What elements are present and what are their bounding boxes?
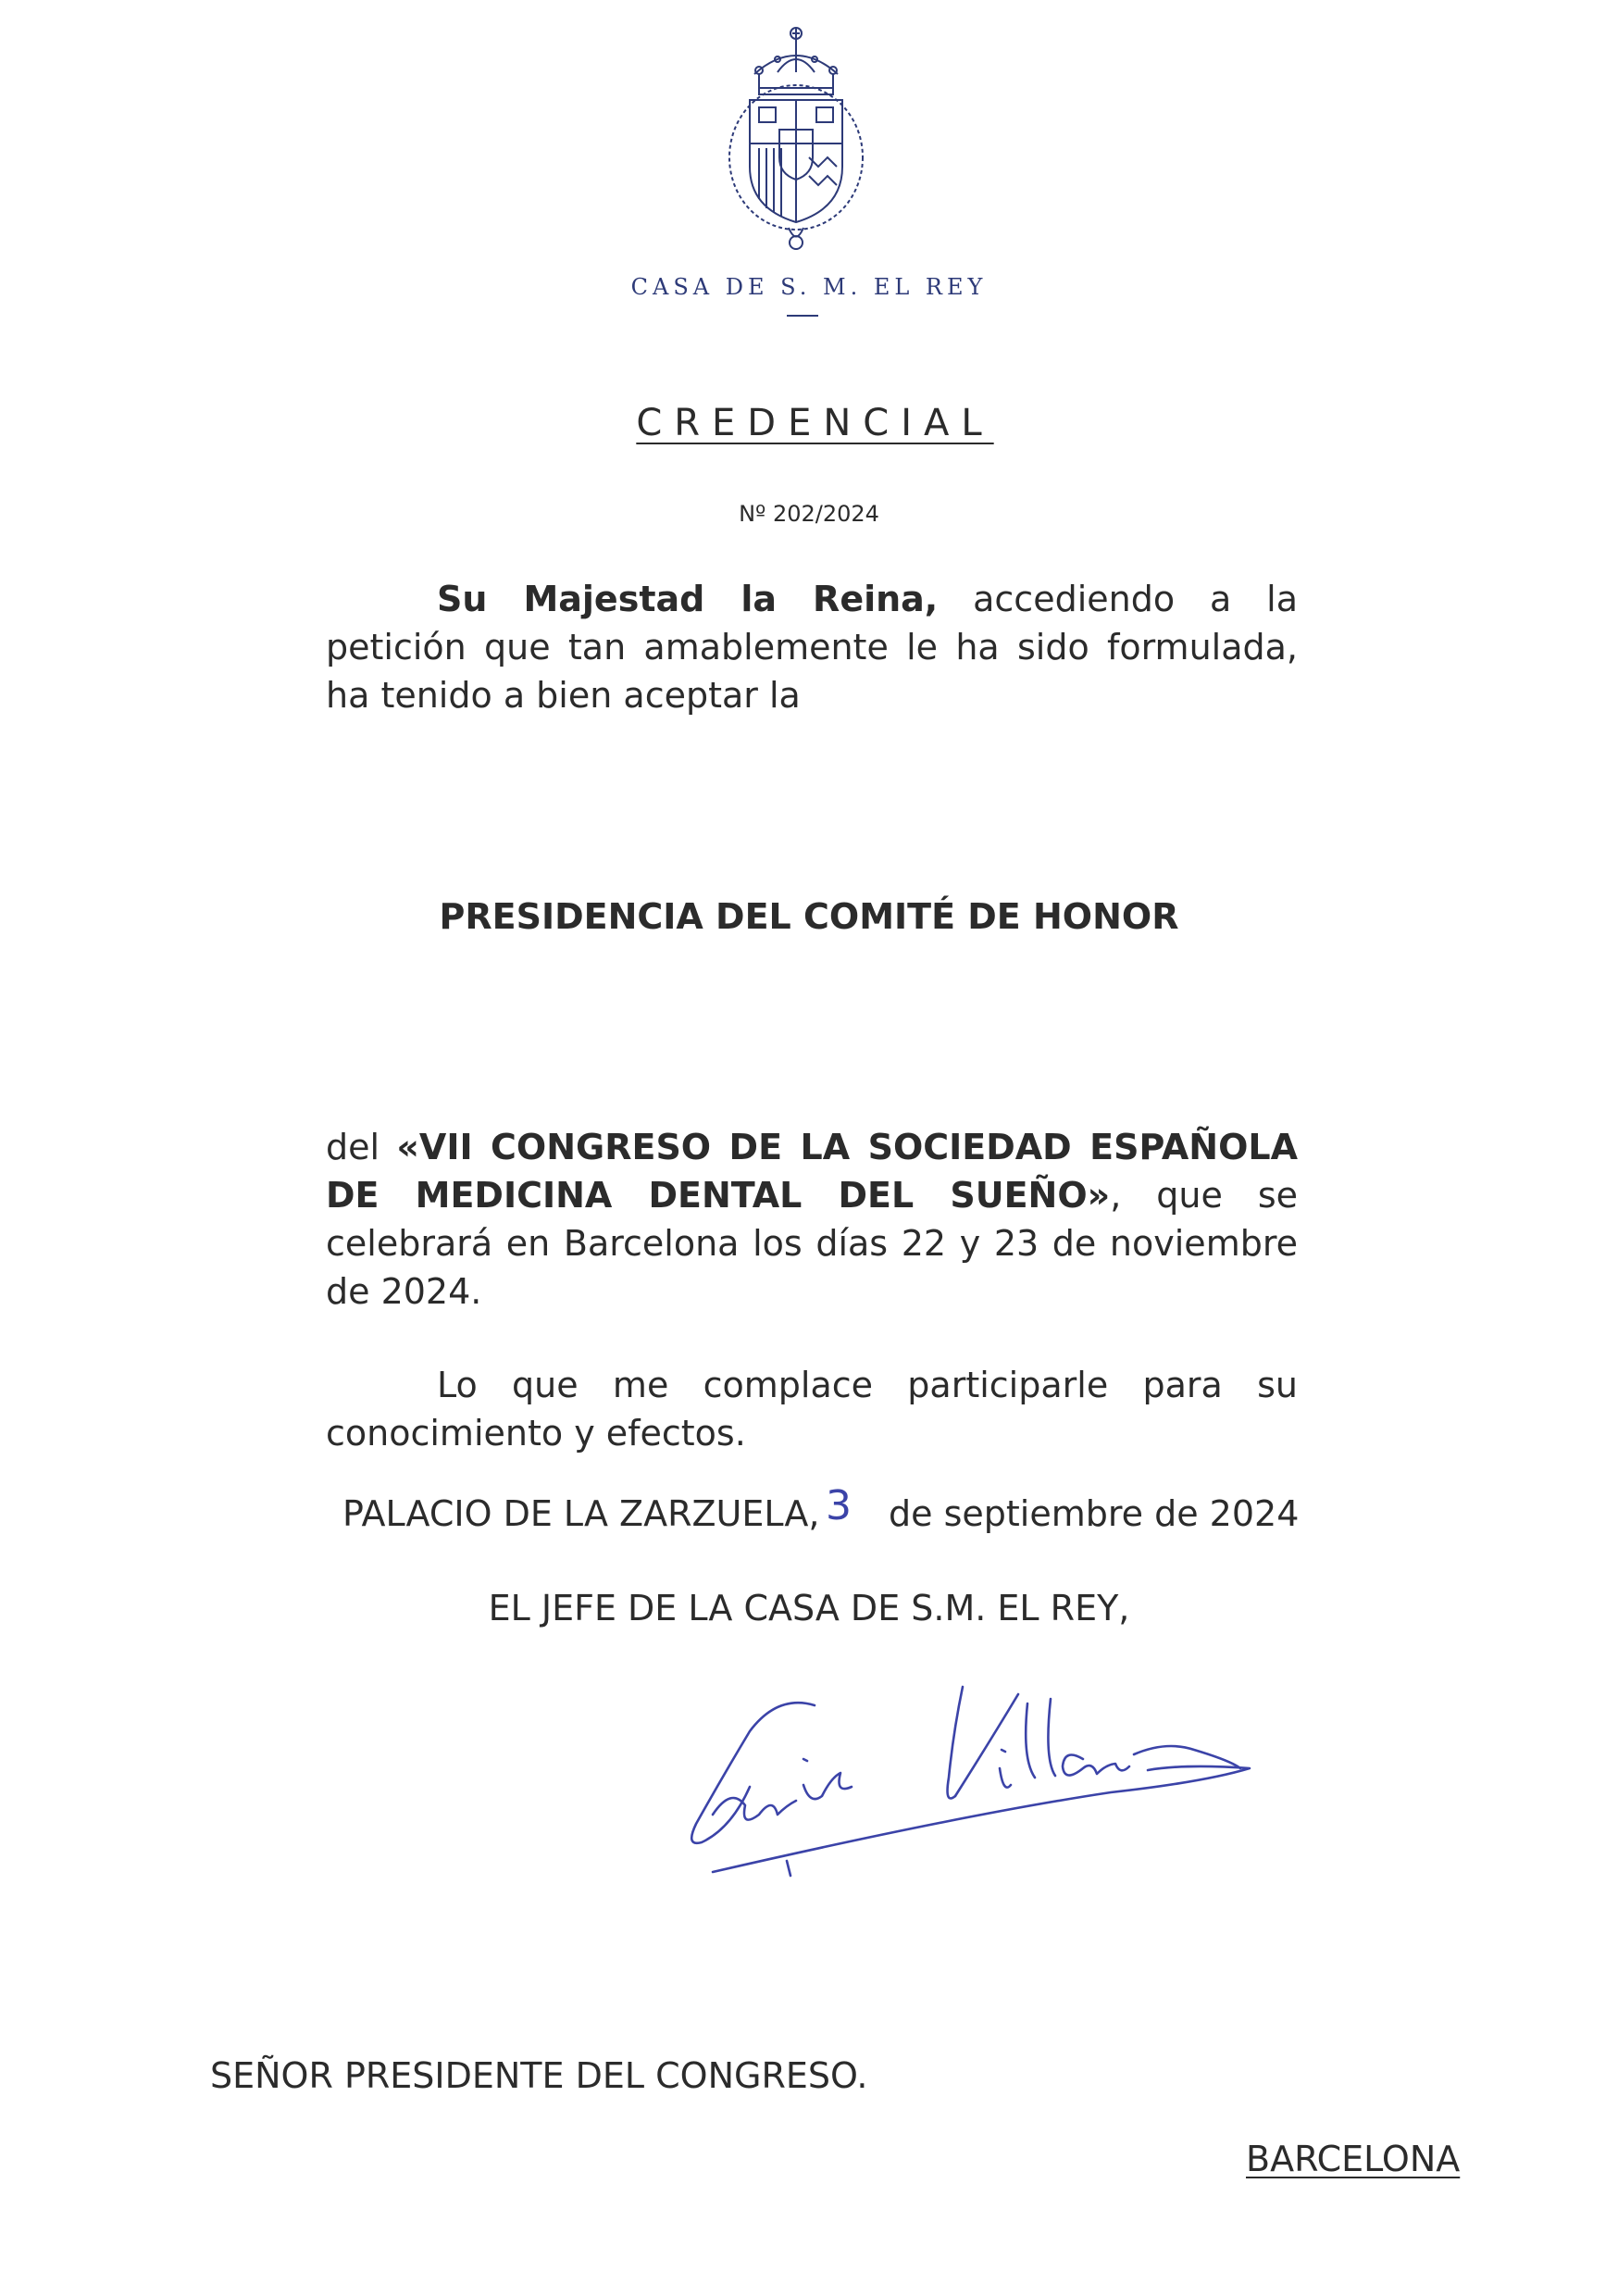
document-title <box>0 402 1618 444</box>
congress-prefix: del <box>326 1127 397 1167</box>
congress-paragraph <box>326 1123 1298 1316</box>
handwritten-day: 3 <box>826 1482 852 1529</box>
royal-crest-icon <box>713 19 879 255</box>
recipient-line: SEÑOR PRESIDENTE DEL CONGRESO. <box>210 2055 868 2096</box>
congress-name: «VII CONGRESO DE LA SOCIEDAD ESPAÑOLA DE MEDICINA DENTAL DEL SUEÑO» <box>326 1127 1298 1216</box>
document-title-text: CREDENCIAL <box>636 402 994 444</box>
signature-icon <box>592 1676 1259 1898</box>
institution-heading: CASA DE S. M. EL REY <box>630 274 988 300</box>
heading-divider <box>787 315 818 317</box>
place-label: PALACIO DE LA ZARZUELA, <box>342 1493 820 1534</box>
closing-text: Lo que me complace participarle para su conocimiento y efectos. <box>326 1365 1298 1454</box>
congress-suffix: , que se celebrará en Barcelona los días 22 y 23 de noviembre de 2024. <box>326 1175 1298 1312</box>
city-line: BARCELONA <box>1246 2139 1461 2179</box>
date-text: de septiembre de 2024 <box>889 1493 1300 1534</box>
signatory-title: EL JEFE DE LA CASA DE S.M. EL REY, <box>488 1588 1130 1628</box>
credential-number: Nº 202/2024 <box>739 501 879 527</box>
honor-title: PRESIDENCIA DEL COMITÉ DE HONOR <box>439 896 1179 937</box>
intro-paragraph <box>326 575 1298 719</box>
intro-bold-text: Su Majestad la Reina, <box>437 579 939 619</box>
intro-text: accediendo a la petición que tan amablemente le ha sido formulada, ha tenido a bien aceptar la <box>326 579 1298 716</box>
closing-paragraph <box>326 1361 1298 1457</box>
